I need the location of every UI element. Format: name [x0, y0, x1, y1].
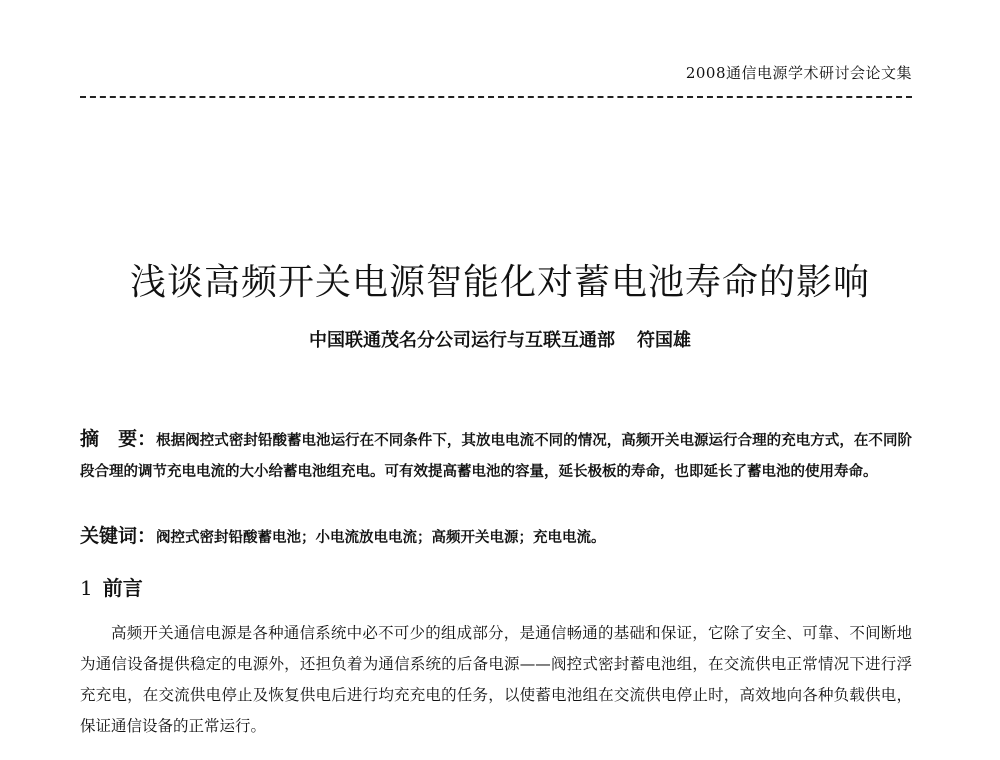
section-number: 1 — [80, 576, 93, 600]
author-affiliation: 中国联通茂名分公司运行与互联互通部 — [309, 330, 615, 351]
keywords-label: 关键词： — [80, 525, 157, 547]
keywords — [80, 522, 912, 552]
abstract — [80, 424, 912, 487]
keywords-text: 阀控式密封铅酸蓄电池；小电流放电电流；高频开关电源；充电电流。 — [156, 529, 606, 546]
running-header: 2008通信电源学术研讨会论文集 — [685, 64, 912, 82]
section-heading — [80, 572, 143, 601]
author-line — [0, 326, 1000, 352]
abstract-text: 根据阀控式密封铅酸蓄电池运行在不同条件下，其放电电流不同的情况，高频开关电源运行合理的充电方式，在不同阶段合理的调节充电电流的大小给蓄电池组充电。可有效提高蓄电池的容量，延长极板的寿命，也即延长了蓄电池的使用寿命。 — [80, 432, 912, 480]
header-divider — [80, 96, 912, 98]
section-title: 前言 — [102, 576, 143, 600]
paper-title: 浅谈高频开关电源智能化对蓄电池寿命的影响 — [129, 262, 870, 303]
abstract-label: 摘 要： — [80, 428, 157, 450]
body-paragraph: 高频开关通信电源是各种通信系统中必不可少的组成部分，是通信畅通的基础和保证，它除了安全、可靠、不间断地为通信设备提供稳定的电源外，还担负着为通信系统的后备电源——阀控式密封蓄电池组，在交流供电正常情况下进行浮充充电，在交流供电停止及恢复供电后进行均充充电的任务，以使蓄电池组在交流供电停止时，高效地向各种负载供电，保证通信设备的正常运行。 — [80, 624, 912, 735]
author-name: 符国雄 — [637, 330, 691, 351]
